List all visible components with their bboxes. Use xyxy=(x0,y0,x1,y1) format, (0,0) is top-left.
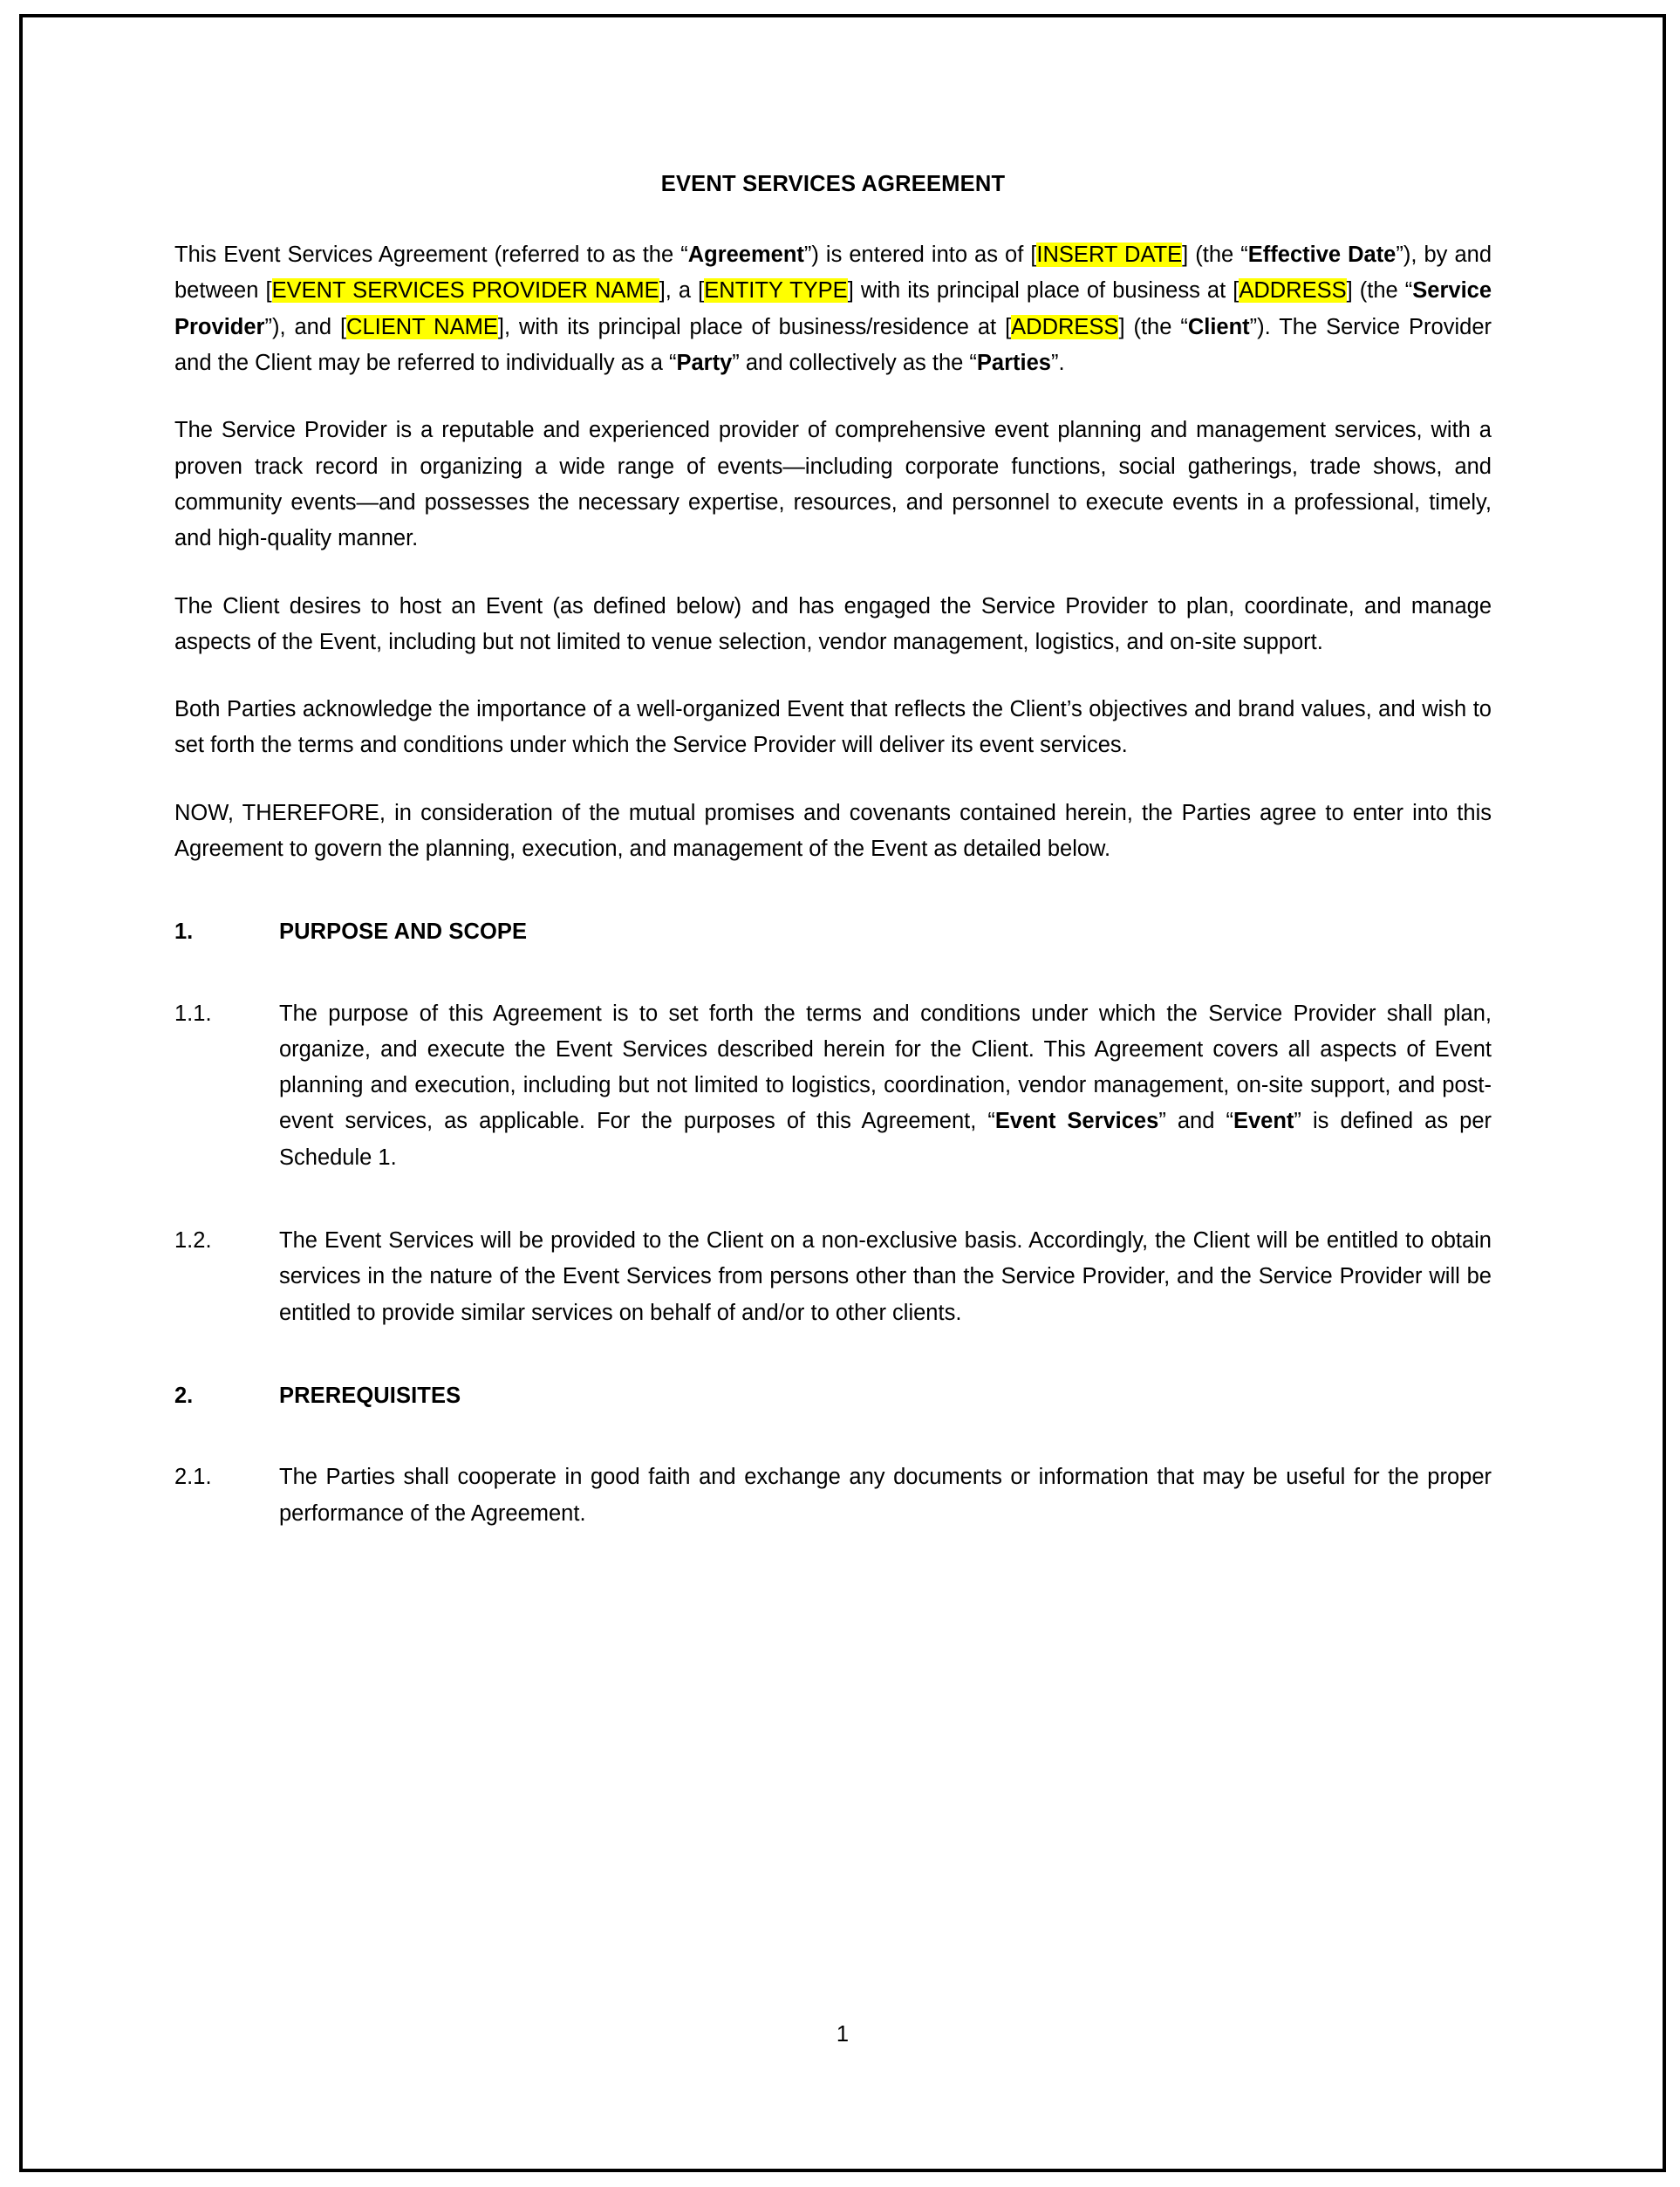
placeholder-client-address: ADDRESS xyxy=(1011,314,1119,339)
defined-term-agreement: Agreement xyxy=(687,243,804,268)
defined-term-client: Client xyxy=(1187,314,1250,339)
preamble-paragraph-4: Both Parties acknowledge the importance of a well-organized Event that reflects the Client’s objectives and brand values, and wish to set forth the terms and conditions under which the Service Provider will deliver its event services. xyxy=(174,697,1492,758)
defined-term-effective-date: Effective Date xyxy=(1247,243,1397,268)
section-number: 1. xyxy=(174,919,194,945)
preamble-text: ”) is entered into as of [ xyxy=(803,243,1037,268)
preamble-text: ], with its principal place of business/residence at [ xyxy=(497,314,1012,339)
preamble-paragraph-5: NOW, THEREFORE, in consideration of the mutual promises and covenants contained herein, the Parties agree to enter into this Agreement to govern the planning, execution, and management of the Event as detailed below. xyxy=(174,800,1492,861)
section-heading-1 xyxy=(174,914,1492,950)
clause-body: The Parties shall cooperate in good faith and exchange any documents or information that may be useful for the proper performance of the Agreement. xyxy=(279,1465,1492,1526)
page-title: EVENT SERVICES AGREEMENT xyxy=(660,172,1006,196)
page-number: 1 xyxy=(836,2022,850,2047)
document-page xyxy=(19,14,1666,2172)
section-heading-2 xyxy=(174,1378,1492,1414)
placeholder-provider-address: ADDRESS xyxy=(1239,278,1347,304)
defined-term-parties: Parties xyxy=(976,351,1051,376)
preamble-text: ] (the “ xyxy=(1118,314,1188,339)
document-body xyxy=(174,170,1492,1579)
placeholder-provider-name: EVENT SERVICES PROVIDER NAME xyxy=(271,278,659,304)
preamble-text: ] (the “ xyxy=(1346,278,1413,304)
preamble-text: ”), by and between [ xyxy=(174,243,1492,304)
preamble-text: ], a [ xyxy=(659,278,705,304)
clause-body: The Event Services will be provided to the Client on a non-exclusive basis. Accordingly, the Client will be entitled to obtain services in the nature of the Event Services from persons other than the Service Provider, and the Service Provider will be entitled to provide similar services on behalf of and/or to other clients. xyxy=(279,1228,1492,1325)
clause-text: ” and “ xyxy=(1158,1109,1233,1134)
section-number: 2. xyxy=(174,1383,194,1408)
clause-number: 2.1. xyxy=(174,1465,212,1490)
preamble-text: ”). The Service Provider and the Client may be referred to individually as a “ xyxy=(174,314,1492,376)
placeholder-entity-type: ENTITY TYPE xyxy=(704,278,848,304)
preamble-paragraph-1 xyxy=(174,237,1492,381)
preamble-text: This Event Services Agreement (referred to as the “ xyxy=(174,243,688,268)
defined-term-event-services: Event Services xyxy=(994,1109,1159,1134)
defined-term-party: Party xyxy=(676,351,733,376)
clause-1-2 xyxy=(174,1223,1492,1331)
preamble-text: ] with its principal place of business at [ xyxy=(847,278,1240,304)
clause-body xyxy=(279,996,1492,1176)
clause-text: ” is defined as per Schedule 1. xyxy=(279,1109,1492,1170)
placeholder-client-name: CLIENT NAME xyxy=(346,314,498,339)
placeholder-insert-date: INSERT DATE xyxy=(1036,243,1183,268)
preamble-paragraph-3: The Client desires to host an Event (as defined below) and has engaged the Service Provider to plan, coordinate, and manage aspects of the Event, including but not limited to venue selection, vendor management, logistics, and on-site support. xyxy=(174,593,1492,654)
section-title: PREREQUISITES xyxy=(279,1383,461,1408)
clause-text: The purpose of this Agreement is to set forth the terms and conditions under which the Service Provider shall plan, organize, and execute the Event Services described herein for the Client. This Agreement covers all aspects of Event planning and execution, including but not limited to logistics, coordination, vendor management, on-site support, and post-event services, as applicable. For the purposes of this Agreement, “ xyxy=(279,1001,1492,1134)
preamble-text: ” and collectively as the “ xyxy=(732,351,977,376)
preamble-text: ”), and [ xyxy=(264,314,347,339)
defined-term-service-provider: Service Provider xyxy=(174,278,1492,339)
preamble-text: ”. xyxy=(1050,351,1065,376)
clause-number: 1.1. xyxy=(174,1001,212,1026)
clause-2-1 xyxy=(174,1459,1492,1532)
section-title: PURPOSE AND SCOPE xyxy=(279,919,528,945)
clause-number: 1.2. xyxy=(174,1228,212,1254)
defined-term-event: Event xyxy=(1233,1109,1294,1134)
preamble-paragraph-2: The Service Provider is a reputable and experienced provider of comprehensive event planning and management services, with a proven track record in organizing a wide range of events—including corporate functions, social gatherings, trade shows, and community events—and possesses the necessary expertise, resources, and personnel to execute events in a professional, timely, and high-quality manner. xyxy=(174,418,1492,551)
preamble-text: ] (the “ xyxy=(1182,243,1248,268)
clause-1-1 xyxy=(174,996,1492,1176)
